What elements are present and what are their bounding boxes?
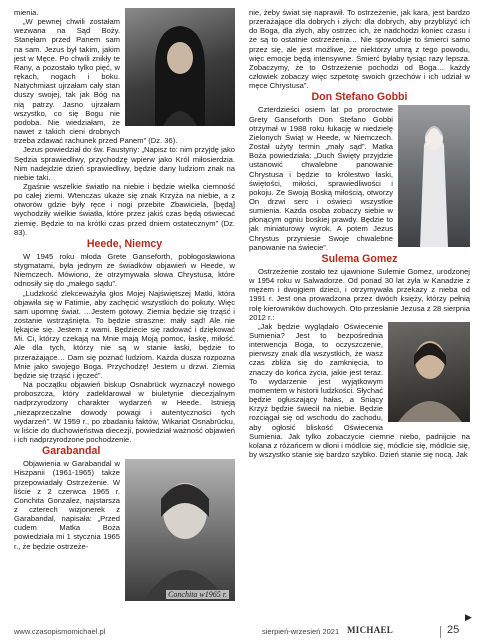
right-column	[249, 8, 470, 459]
footer-website[interactable]: www.czasopismomichael.pl	[14, 627, 106, 636]
page-number: 25	[447, 624, 460, 636]
continue-arrow-icon: ▶	[465, 612, 472, 622]
footer-divider	[440, 626, 441, 638]
paragraph: Na początku objawień biskup Osnabrück wyznaczył nowego proboszcza, który zadeklarował w biuletynie diecezjalnym nadprzyrodzony charakter wydarzeń w Heede. Istnieją „niezaprzeczalne dowody powagi i autentyczności tych wydarzeń”. W 1959 r., po zbadaniu faktów, Wikariat Osnabrücku, w liście do duchowieństwa diecezji, powiedział ważność objawień i ich nadprzyrodzone pochodzenie.	[14, 380, 235, 445]
photo-conchita	[125, 459, 235, 601]
section-heading-garabandal: Garabandal	[42, 445, 101, 458]
photo-caption: Conchita w1965 r.	[168, 590, 227, 600]
paragraph: Ostrzeżenie zostało też ujawnione Sulemie Gomez, urodzonej w 1954 roku w Salwadorze. Od ponad 30 lat żyła w Kanadzie z mężem i dwojgiem dzieci, i otrzymywała przekazy z nieba od 1991 r. Jest ona prowadzona przez dwóch księży, którzy pełnią rolę kierowników duchowych. Oto przesłanie Jezusa z 28 sierpnia 2012 r.:	[249, 266, 470, 322]
footer-issue: sierpień-wrzesień 2021	[262, 627, 340, 636]
portrait-silhouette-icon	[388, 322, 470, 422]
photo-sulema-gomez	[388, 322, 470, 422]
section-heading-gomez: Sulema Gomez	[321, 252, 398, 265]
paragraph: W 1945 roku młoda Grete Ganseforth, pobłogosławiona stygmatami, była jednym ze świadków objawień w Heede, w Niemczech. Mówiono, że otrzymywała słowa Chrystusa, które odnosiły się do „małego sądu”.	[14, 251, 235, 289]
page-footer	[0, 624, 480, 642]
quote-faustina-judgement: „W pewnej chwili zostałam wezwana na Sąd Boży. Stanęłam przed Panem sam na sam. Jezus był takim, jakim jest w Męce. Po chwili znikły te Rany, a pozostało tylko pięć, w rękach, nogach i boku. Natychmiast ujrzałam cały stan duszy swojej, tak jak Bóg na nią patrzy. Jasno ujrzałam wszystko, co się Bogu nie podoba. Nie wiedziałam, że nawet z takich cieni drobnych trzeba zdawać rachunek przed Panem” (Dz. 36).	[14, 17, 178, 146]
portrait-silhouette-icon	[125, 8, 235, 126]
left-column	[14, 8, 235, 604]
paragraph: Objawienia w Garabandal w Hiszpanii (1961-1965) także przepowiadały Ostrzeżenie. W liście z 2 czerwca 1965 r. Conchita Gonzalez, najstarsza z czterech wizjonerek z Garabandal, napisała: „Przed cudem Matka Boża powiedziała mi 1 stycznia 1965 r., że będzie ostrzeże-	[14, 459, 120, 551]
statue-icon	[398, 105, 470, 247]
paragraph: Jezus powiedział do św. Faustyny: „Napisz to: nim przyjdę jako Sędzia sprawiedliwy, przychodzę wpierw jako Król miłosierdzia. Nim nadejdzie dzień sprawiedliwy, będzie dany ludziom znak na niebie taki.	[14, 145, 235, 182]
footer-brand: MICHAEL	[347, 625, 394, 635]
portrait-silhouette-icon	[125, 459, 235, 601]
photo-heede-statue	[398, 105, 470, 247]
quote-heede: „Ludzkość zlekceważyła głos Mojej Najświętszej Matki, która objawiła się w Fatimie, aby zachęcić wszystkich do pokuty. Więc sam upomnę świat. …Jestem gotowy. Ziemia będzie się trząść i zostanie wstrząśnięta. To będzie straszne: mały sąd! Ale nie lękajcie się. Jestem z wami. Będziecie się radować i dziękować Mi. Ci, którzy czekają na Mnie mają Moją pomoc, łaskę, miłość. Ale dla tych, którzy nie są w stanie łaski, będzie to przerażające… Dam się poznać ludziom. Każda dusza rozpozna Mnie jako swojego Boga. Przychodzę! Jestem u drzwi. Ziemia będzie się trząść i jęczeć”.	[14, 288, 235, 380]
section-heading-gobbi: Don Stefano Gobbi	[311, 91, 408, 104]
paragraph: Zgaśnie wszelkie światło na niebie i będzie wielka ciemność po całej ziemi. Wtenczas ukaże się znak Krzyża na niebie, a z otworów gdzie były ręce i nogi przebite Zbawiciela, [będą] wychodziły wielkie światła, które przez jakiś czas będą oświecać ziemię. Będzie to na krótki czas przed dniem ostatecznym” (Dz. 83).	[14, 181, 235, 237]
paragraph: Czterdzieści osiem lat po proroctwie Grety Ganseforth Don Stefano Gobbi otrzymał w 1988 roku łukację w niedzielę Zielonych Świąt w Heede, w Niemczech. Został użyty termin „mały sąd”. Matka Boża powiedziała: „Duch Święty przyjdzie ustanowić chwalebne panowanie Chrystusa i będzie to królestwo łaski, świętości, miłości, sprawiedliwości i pokoju. Ze Swoją Boską miłością, otworzy On drzwi serc i oświeci wszystkie sumienia. Każda osoba zobaczy siebie w płonącym ogniu boskiej prawdy. Będzie to jak miniaturowy wyrok. A potem Jezus Chrystus przyniesie Swoje chwalebne panowanie na świecie”.	[249, 105, 393, 252]
paragraph: mienia.	[14, 8, 39, 17]
paragraph: nie, żeby świat się naprawił. To ostrzeżenie, jak kara, jest bardzo przerażające dla dobrych i złych: dla dobrych, aby przybliżyć ich do Boga, dla złych, aby ostrzec ich, że nadchodzi koniec czasu i że są to ostatnie ostrzeżenia… Nie spowoduje to śmierci samo przez się, ale jest możliwe, że niektórzy umrą z tego powodu, więc emocje będą intensywne. Śmierć byłaby tysiąc razy lepsza. Zobaczymy, że to Ostrzeżenie pochodzi od Boga… każdy człowiek zobaczy więc szpetotę swoich grzechów i ich udział w męce Chrystusa”.	[249, 8, 470, 91]
quote-gomez: „Jak będzie wyglądało Oświecenie Sumienia? Jest to bezpośrednia interwencja Boga, to oczyszczenie, pierwszy znak dla wszystkich, że wasz czas zbliża się do zamknięcia, to znaczy do końca życia, jakie jest teraz. To wydarzenie jest wyjątkowym momentem w historii ludzkości. Słychać będzie ogłuszający hałas, a Śniący Krzyż będzie świecił na niebie. Będzie rozciągał się od wschodu do zachodu, aby ogłosić bliskość Oświecenia Sumienia. Jak tylko zobaczycie ciemne niebo, padnijcie na kolana z różańcem w dłoni i módlcie się, módlcie się, módlcie się, by wszystko stanie się bardzo szybko. Dzień stanie się nocą. Jak	[249, 321, 470, 460]
photo-st-faustina	[125, 8, 235, 126]
section-heading-heede: Heede, Niemcy	[86, 237, 163, 250]
